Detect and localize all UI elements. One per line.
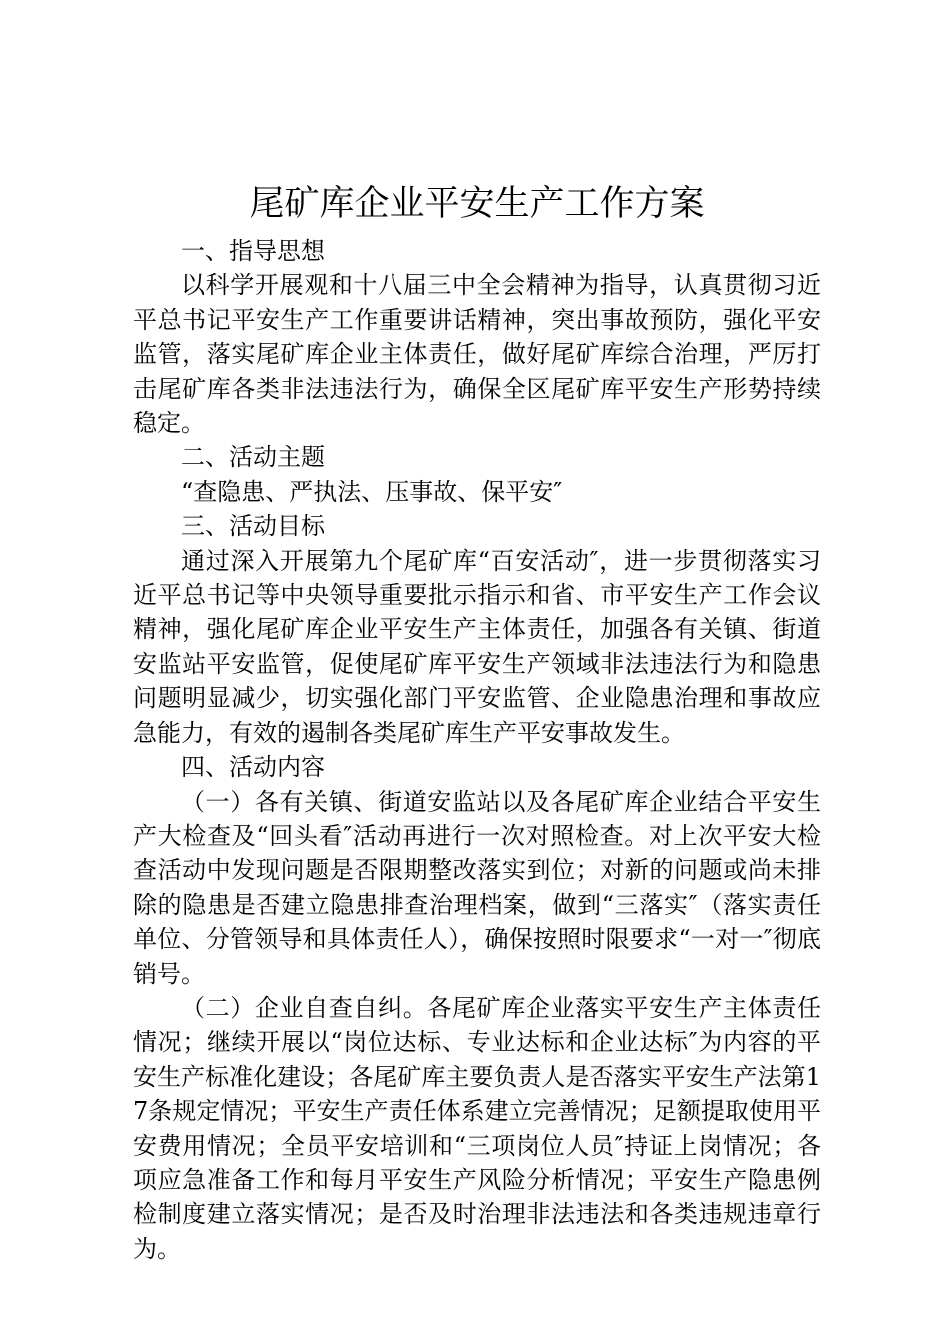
document-title: 尾矿库企业平安生产工作方案: [249, 184, 705, 223]
section-heading-activity-theme: 二、活动主题: [181, 443, 325, 472]
paragraph-activity-content-2: （二）企业自查自纠。各尾矿库企业落实平安生产主体责任情况；继续开展以“岗位达标、专业达标和企业达标″为内容的平安生产标准化建设；各尾矿库主要负责人是否落实平安生产法第17条规定情况；平安生产责任体系建立完善情况；足额提取使用平安费用情况；全员平安培训和“三项岗位人员″持证上岗情况；各项应急准备工作和每月平安生产风险分析情况；平安生产隐患例检制度建立落实情况；是否及时治理非法违法和各类违规违章行为。: [133, 993, 821, 1263]
section-heading-activity-goals: 三、活动目标: [181, 512, 325, 541]
paragraph-guiding-ideology: 以科学开展观和十八届三中全会精神为指导，认真贯彻习近平总书记平安生产工作重要讲话精神，突出事故预防，强化平安监管，落实尾矿库企业主体责任，做好尾矿库综合治理，严厉打击尾矿库各类非法违法行为，确保全区尾矿库平安生产形势持续稳定。: [133, 271, 821, 438]
document-page: [133, 176, 821, 1266]
section-heading-activity-content: 四、活动内容: [181, 753, 325, 782]
paragraph-activity-theme: “查隐患、严执法、压事故、保平安″: [181, 477, 563, 506]
paragraph-activity-content-1: （一）各有关镇、街道安监站以及各尾矿库企业结合平安生产大检查及“回头看″活动再进行一次对照检查。对上次平安大检查活动中发现问题是否限期整改落实到位；对新的问题或尚未排除的隐患是否建立隐患排查治理档案，做到“三落实″（落实责任单位、分管领导和具体责任人），确保按照时限要求“一对一″彻底销号。: [133, 787, 821, 988]
section-heading-guiding-ideology: 一、指导思想: [181, 237, 325, 265]
paragraph-activity-goals: 通过深入开展第九个尾矿库“百安活动″，进一步贯彻落实习近平总书记等中央领导重要批示指示和省、市平安生产工作会议精神，强化尾矿库企业平安生产主体责任，加强各有关镇、街道安监站平安监管，促使尾矿库平安生产领域非法违法行为和隐患问题明显减少，切实强化部门平安监管、企业隐患治理和事故应急能力，有效的遏制各类尾矿库生产平安事故发生。: [133, 546, 821, 747]
